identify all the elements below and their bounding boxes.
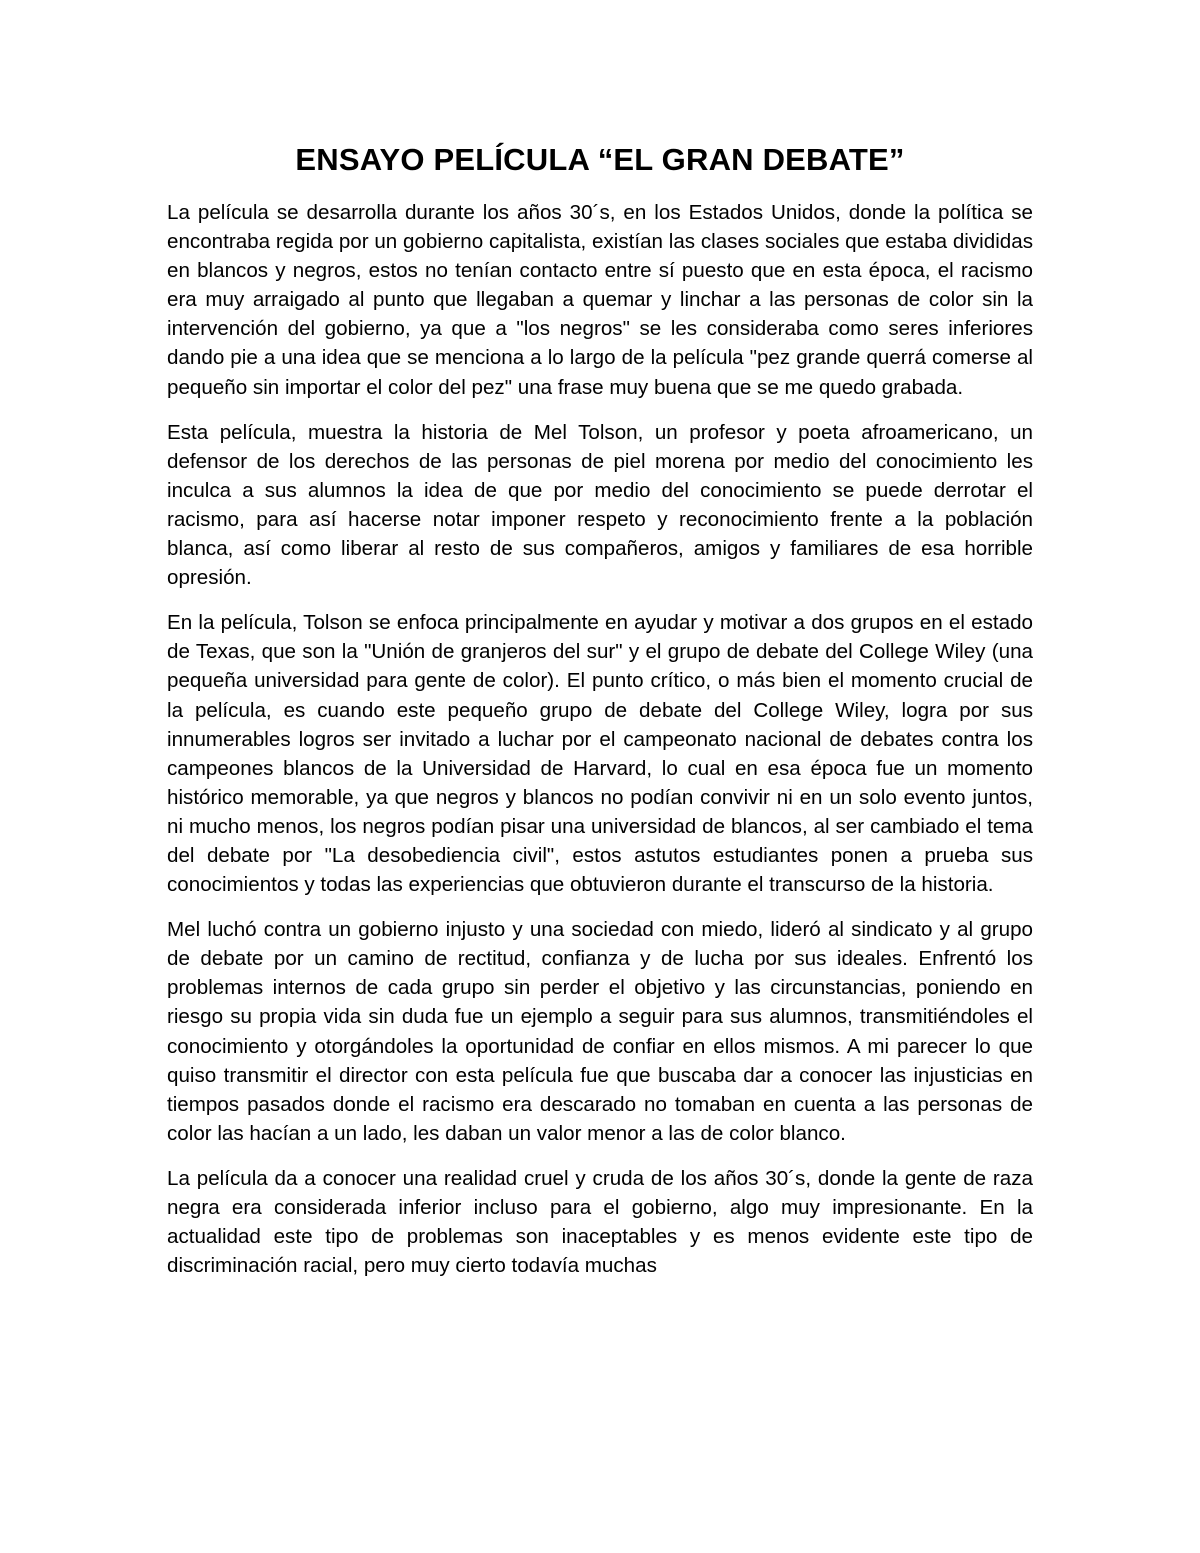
paragraph-1: La película se desarrolla durante los años 30´s, en los Estados Unidos, donde la política se encontraba regida por un gobierno capitalista, existían las clases sociales que estaba divididas en blancos y negros, estos no tenían contacto entre sí puesto que en esta época, el racismo era muy arraigado al punto que llegaban a quemar y linchar a las personas de color sin la intervención del gobierno, ya que a "los negros" se les consideraba como seres inferiores dando pie a una idea que se menciona a lo largo de la película "pez grande querrá comerse al pequeño sin importar el color del pez" una frase muy buena que se me quedo grabada. (167, 201, 1033, 399)
page-title: ENSAYO PELÍCULA “EL GRAN DEBATE” (295, 142, 905, 177)
paragraph-3: En la película, Tolson se enfoca principalmente en ayudar y motivar a dos grupos en el estado de Texas, que son la "Unión de granjeros del sur" y el grupo de debate del College Wiley (una pequeña universidad para gente de color). El punto crítico, o más bien el momento crucial de la película, es cuando este pequeño grupo de debate del College Wiley, logra por sus innumerables logros ser invitado a luchar por el campeonato nacional de debates contra los campeones blancos de la Universidad de Harvard, lo cual en esa época fue un momento histórico memorable, ya que negros y blancos no podían convivir ni en un solo evento juntos, ni mucho menos, los negros podían pisar una universidad de blancos, al ser cambiado el tema del debate por "La desobediencia civil", estos astutos estudiantes ponen a prueba sus conocimientos y todas las experiencias que obtuvieron durante el transcurso de la historia. (167, 611, 1033, 897)
essay-body (167, 198, 1033, 1296)
paragraph-4: Mel luchó contra un gobierno injusto y una sociedad con miedo, lideró al sindicato y al grupo de debate por un camino de rectitud, confianza y de lucha por sus ideales. Enfrentó los problemas internos de cada grupo sin perder el objetivo y las circunstancias, poniendo en riesgo su propia vida sin duda fue un ejemplo a seguir para sus alumnos, transmitiéndoles el conocimiento y otorgándoles la oportunidad de confiar en ellos mismos. A mi parecer lo que quiso transmitir el director con esta película fue que buscaba dar a conocer las injusticias en tiempos pasados donde el racismo era descarado no tomaban en cuenta a las personas de color las hacían a un lado, les daban un valor menor a las de color blanco. (167, 918, 1033, 1145)
paragraph-5: La película da a conocer una realidad cruel y cruda de los años 30´s, donde la gente de raza negra era considerada inferior incluso para el gobierno, algo muy impresionante. En la actualidad este tipo de problemas son inaceptables y es menos evidente este tipo de discriminación racial, pero muy cierto todavía muchas (167, 1166, 1033, 1278)
paragraph-2: Esta película, muestra la historia de Mel Tolson, un profesor y poeta afroamericano, un defensor de los derechos de las personas de piel morena por medio del conocimiento les inculca a sus alumnos la idea de que por medio del conocimiento se puede derrotar el racismo, para así hacerse notar imponer respeto y reconocimiento frente a la población blanca, así como liberar al resto de sus compañeros, amigos y familiares de esa horrible opresión. (167, 420, 1033, 590)
